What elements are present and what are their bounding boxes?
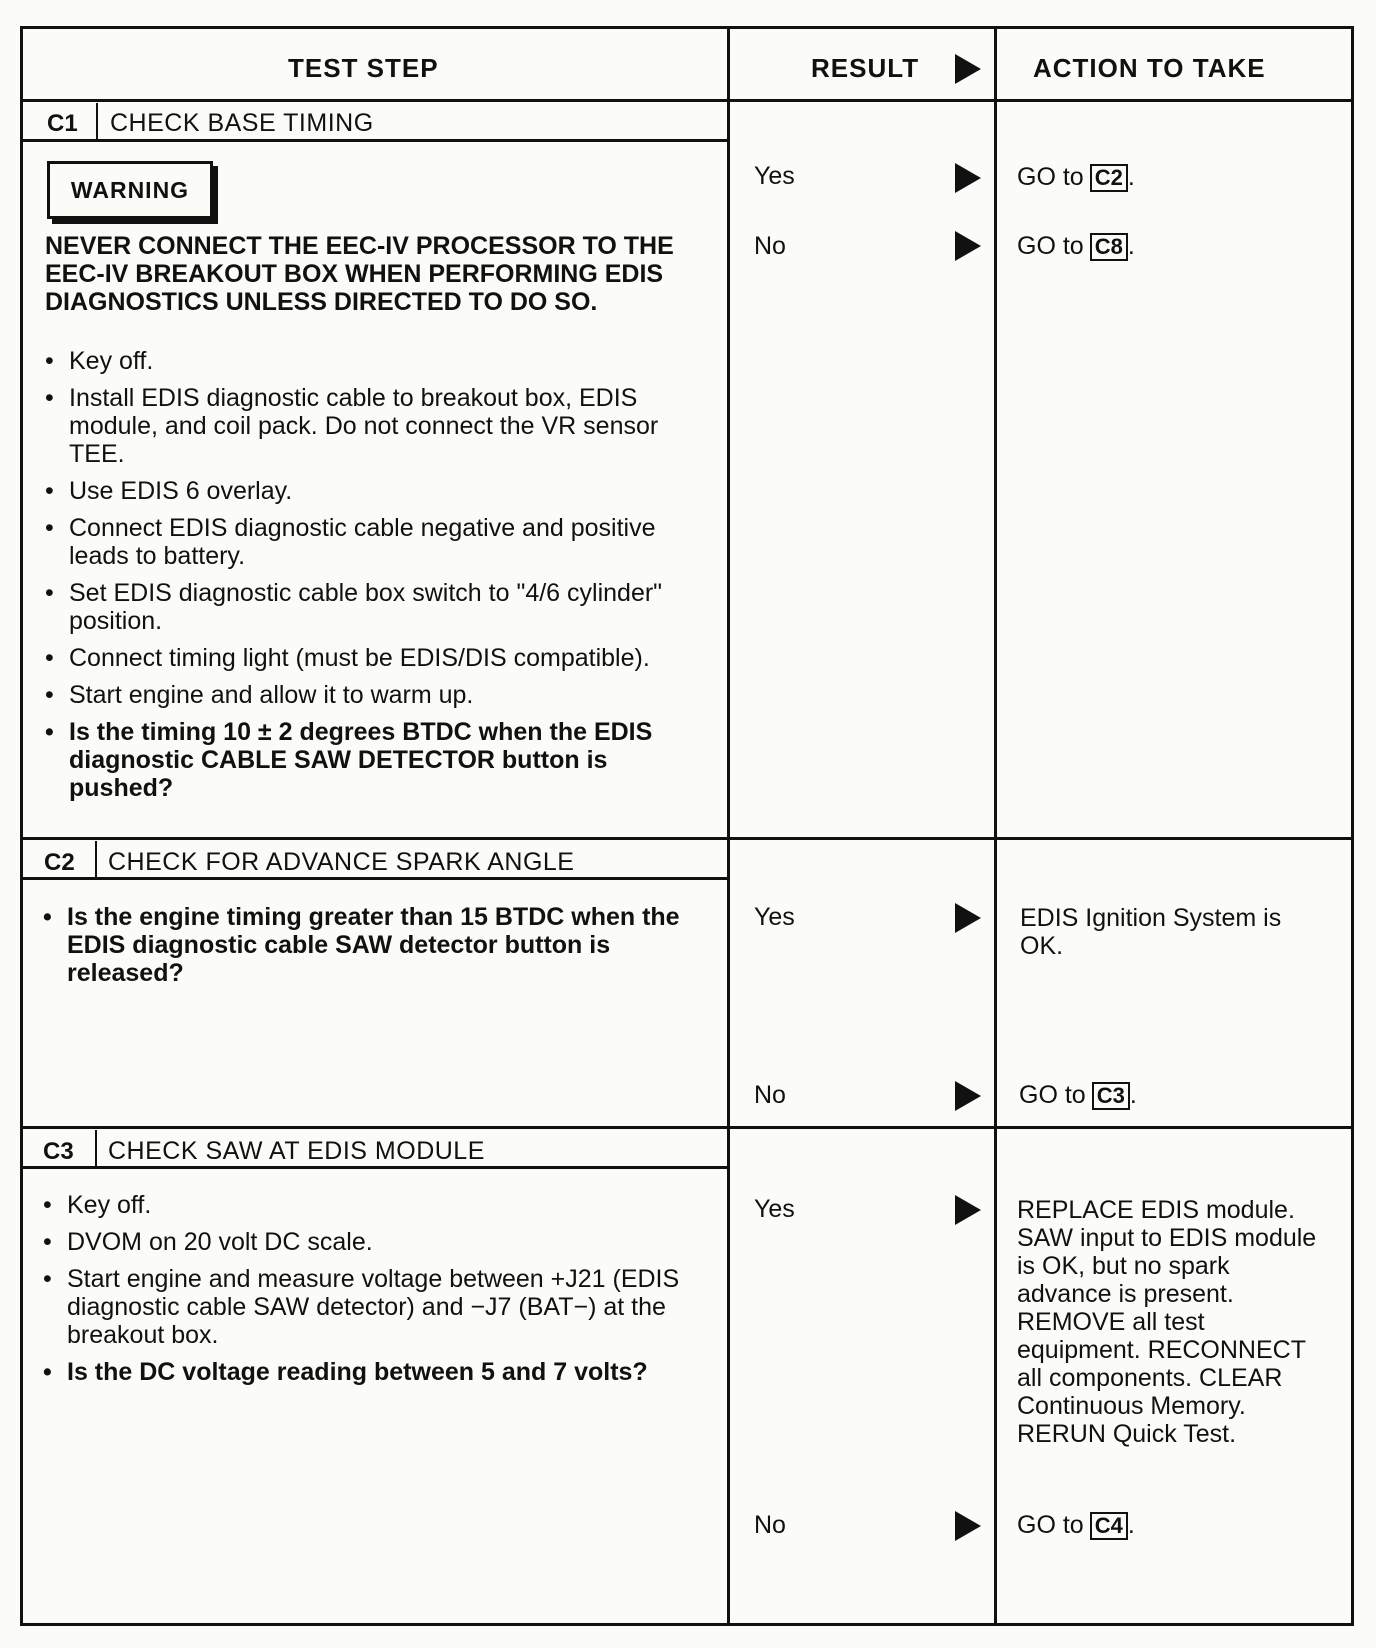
result-no: No [754,1511,786,1539]
header-divider [23,99,1351,102]
action-text: REPLACE EDIS module. SAW input to EDIS module is OK, but no spark advance is present. REMOVE all test equipment. RECONNECT all components. CLEAR Continuous Memory. RERUN Quick Test. [1017,1196,1317,1448]
step-id: C1 [47,110,78,137]
step-instructions [43,347,693,811]
list-item: • Key off. [41,1191,703,1219]
step-title-divider [23,877,730,880]
step-ref-c4: C4 [1090,1512,1128,1540]
action-suffix: . [1127,232,1135,260]
list-item: • Set EDIS diagnostic cable box switch to "4/6 cylinder" position. [43,579,693,635]
header-test-step: TEST STEP [288,53,439,83]
list-item: • Start engine and measure voltage between +J21 (EDIS diagnostic cable SAW detector) and −J7 (BAT−) at the breakout box. [41,1265,703,1349]
list-item: • Key off. [43,347,693,375]
arrow-right-icon [955,1195,981,1225]
list-item: • Is the DC voltage reading between 5 and 7 volts? [41,1358,703,1386]
arrow-right-icon [955,903,981,933]
step-title: CHECK SAW AT EDIS MODULE [108,1137,485,1165]
action-goto [1017,1511,1135,1540]
result-no: No [754,1081,786,1109]
arrow-right-icon [955,1081,981,1111]
diagnostic-table [20,26,1354,1626]
list-item: • Start engine and allow it to warm up. [43,681,693,709]
step-ref-c3: C3 [1092,1082,1130,1110]
result-yes: Yes [754,903,795,931]
list-item: • Use EDIS 6 overlay. [43,477,693,505]
step-divider [23,1126,1351,1129]
list-item: • Install EDIS diagnostic cable to breakout box, EDIS module, and coil pack. Do not connect the VR sensor TEE. [43,384,693,468]
header-result: RESULT [811,53,920,83]
arrow-right-icon [955,1511,981,1541]
list-item: • Connect EDIS diagnostic cable negative and positive leads to battery. [43,514,693,570]
arrow-right-icon [955,54,981,84]
step-ref-c8: C8 [1090,233,1128,261]
action-text: GO to [1017,163,1084,191]
result-yes: Yes [754,1195,795,1223]
step-ref-c2: C2 [1090,164,1128,192]
arrow-right-icon [955,231,981,261]
column-divider [727,29,730,1623]
result-yes: Yes [754,162,795,190]
step-divider [23,837,1351,840]
step-id: C2 [44,849,75,876]
step-title: CHECK FOR ADVANCE SPARK ANGLE [108,848,575,876]
step-title-divider [23,1166,730,1169]
action-text: EDIS Ignition System is OK. [1020,904,1282,960]
step-instructions [41,1191,703,1395]
action-suffix: . [1127,163,1135,191]
column-divider [994,29,997,1623]
step-title: CHECK BASE TIMING [110,109,374,137]
step-title-divider [23,139,730,142]
warning-box: WARNING [47,161,213,219]
action-suffix: . [1129,1081,1137,1109]
warning-text: NEVER CONNECT THE EEC-IV PROCESSOR TO THE EEC-IV BREAKOUT BOX WHEN PERFORMING EDIS DIAGNOSTICS UNLESS DIRECTED TO DO SO. [45,232,674,316]
action-text: GO to [1017,1511,1084,1539]
header-action: ACTION TO TAKE [1033,53,1266,83]
list-item: • Connect timing light (must be EDIS/DIS compatible). [43,644,693,672]
step-id-separator [95,1130,97,1166]
list-item: • Is the engine timing greater than 15 BTDC when the EDIS diagnostic cable SAW detector button is released? [41,903,703,987]
step-id: C3 [43,1138,74,1165]
action-suffix: . [1127,1511,1135,1539]
result-no: No [754,232,786,260]
step-id-separator [95,841,97,877]
action-goto [1017,163,1135,192]
arrow-right-icon [955,163,981,193]
step-id-separator [96,103,98,139]
action-goto [1017,232,1135,261]
step-instructions [41,903,703,996]
action-text: GO to [1017,232,1084,260]
action-goto [1019,1081,1137,1110]
list-item: • DVOM on 20 volt DC scale. [41,1228,703,1256]
list-item: • Is the timing 10 ± 2 degrees BTDC when the EDIS diagnostic CABLE SAW DETECTOR button is pushed? [43,718,693,802]
action-text: GO to [1019,1081,1086,1109]
